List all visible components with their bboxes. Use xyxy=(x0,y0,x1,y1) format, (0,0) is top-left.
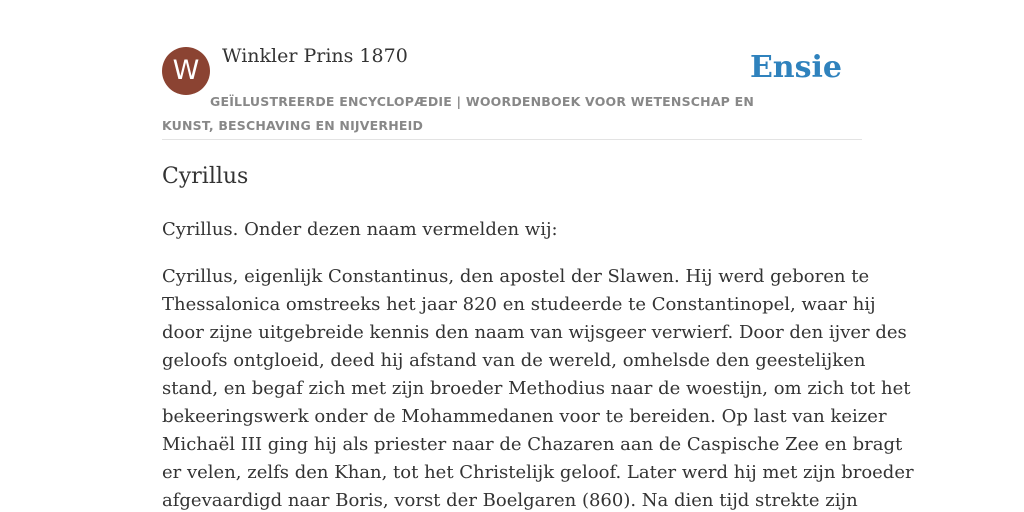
body-line: geloofs ontgloeid, deed hij afstand van de wereld, omhelsde den geestelijken xyxy=(162,350,866,371)
body-line: door zijne uitgebreide kennis den naam van wijsgeer verwierf. Door den ijver des xyxy=(162,322,907,343)
article-title: Cyrillus xyxy=(162,164,249,189)
source-avatar[interactable]: W xyxy=(162,47,210,95)
body-line: Thessalonica omstreeks het jaar 820 en studeerde te Constantinopel, waar hij xyxy=(162,294,876,315)
article-intro: Cyrillus. Onder dezen naam vermelden wij: xyxy=(162,219,558,240)
source-subtitle: GEÏLLUSTREERDE ENCYCLOPÆDIE | WOORDENBOEK VOOR WETENSCHAP EN KUNST, BESCHAVING EN NIJVERHEID xyxy=(162,94,755,133)
source-title[interactable]: Winkler Prins 1870 xyxy=(222,45,408,67)
body-line: er velen, zelfs den Khan, tot het Christelijk geloof. Later werd hij met zijn broeder xyxy=(162,462,914,483)
body-line: stand, en begaf zich met zijn broeder Methodius naar de woestijn, om zich tot het xyxy=(162,378,911,399)
source-header xyxy=(162,0,862,140)
body-line: Cyrillus, eigenlijk Constantinus, den apostel der Slawen. Hij werd geboren te xyxy=(162,266,870,287)
main-content xyxy=(162,0,914,511)
body-line: afgevaardigd naar Boris, vorst der Boelgaren (860). Na dien tijd strekte zijn xyxy=(162,490,858,511)
body-line: bekeeringswerk onder de Mohammedanen voor te bereiden. Op last van keizer xyxy=(162,406,887,427)
body-line: Michaël III ging hij als priester naar de Chazaren aan de Caspische Zee en bragt xyxy=(162,434,903,455)
brand-logo[interactable]: Ensie xyxy=(749,50,842,85)
article-body xyxy=(162,263,914,512)
